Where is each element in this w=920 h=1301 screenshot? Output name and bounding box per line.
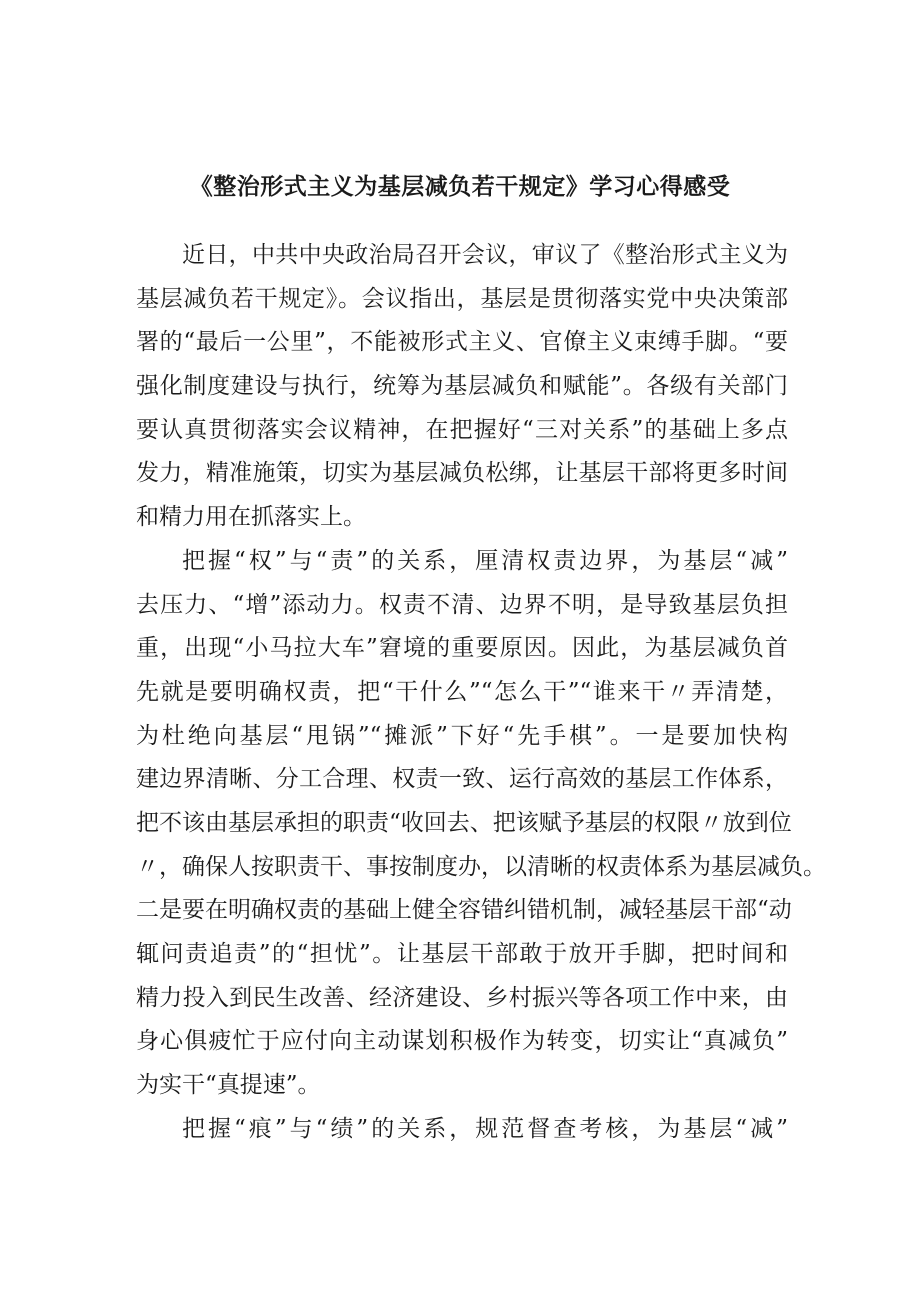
paragraph-line: 署的“最后一公里”，不能被形式主义、官僚主义束缚手脚。“要 (136, 329, 788, 356)
paragraph-line: 〃，确保人按职责干、事按制度办，以清晰的权责体系为基层减负。 (136, 853, 826, 880)
paragraph-line: 基层减负若干规定》。会议指出，基层是贯彻落实党中央决策部 (136, 285, 788, 312)
paragraph-line: 把不该由基层承担的职责“收回去、把该赋予基层的权限〃放到位 (136, 809, 792, 836)
document-body (136, 234, 826, 1151)
paragraph-line: 把握“权”与“责”的关系，厘清权责边界，为基层“减” (182, 547, 788, 574)
paragraph-line: 建边界清晰、分工合理、权责一致、运行高效的基层工作体系， (136, 766, 788, 793)
paragraph-line: 为杜绝向基层“甩锅”“摊派”下好“先手棋”。一是要加快构 (136, 722, 788, 749)
paragraph-line: 要认真贯彻落实会议精神，在把握好“三对关系”的基础上多点 (136, 416, 788, 443)
paragraph-line: 近日，中共中央政治局召开会议，审议了《整治形式主义为 (182, 242, 788, 268)
paragraph-line: 发力，精准施策，切实为基层减负松绑，让基层干部将更多时间 (136, 460, 788, 487)
paragraph-line: 二是要在明确权责的基础上健全容错纠错机制，减轻基层干部“动 (136, 897, 792, 924)
paragraph-line: 把握“痕”与“绩”的关系，规范督查考核，为基层“减” (182, 1115, 788, 1142)
paragraph-line: 和精力用在抓落实上。 (136, 504, 366, 531)
paragraph-line: 身心俱疲忙于应付向主动谋划积极作为转变，切实让“真减负” (136, 1028, 788, 1055)
paragraph-line: 辄问责追责”的“担忧”。让基层干部敢于放开手脚，把时间和 (136, 941, 788, 967)
paragraph-line: 为实干“真提速”。 (136, 1072, 321, 1099)
paragraph-line: 精力投入到民生改善、经济建设、乡村振兴等各项工作中来，由 (136, 984, 788, 1011)
paragraph-line: 先就是要明确权责，把“干什么”“怎么干”“谁来干〃弄清楚， (136, 678, 788, 705)
document-title: 《整治形式主义为基层减负若干规定》学习心得感受 (189, 173, 731, 200)
paragraph-line: 重，出现“小马拉大车”窘境的重要原因。因此，为基层减负首 (136, 635, 788, 662)
paragraph-line: 去压力、“增”添动力。权责不清、边界不明，是导致基层负担 (136, 591, 788, 618)
paragraph-line: 强化制度建设与执行，统筹为基层减负和赋能”。各级有关部门 (136, 373, 788, 400)
